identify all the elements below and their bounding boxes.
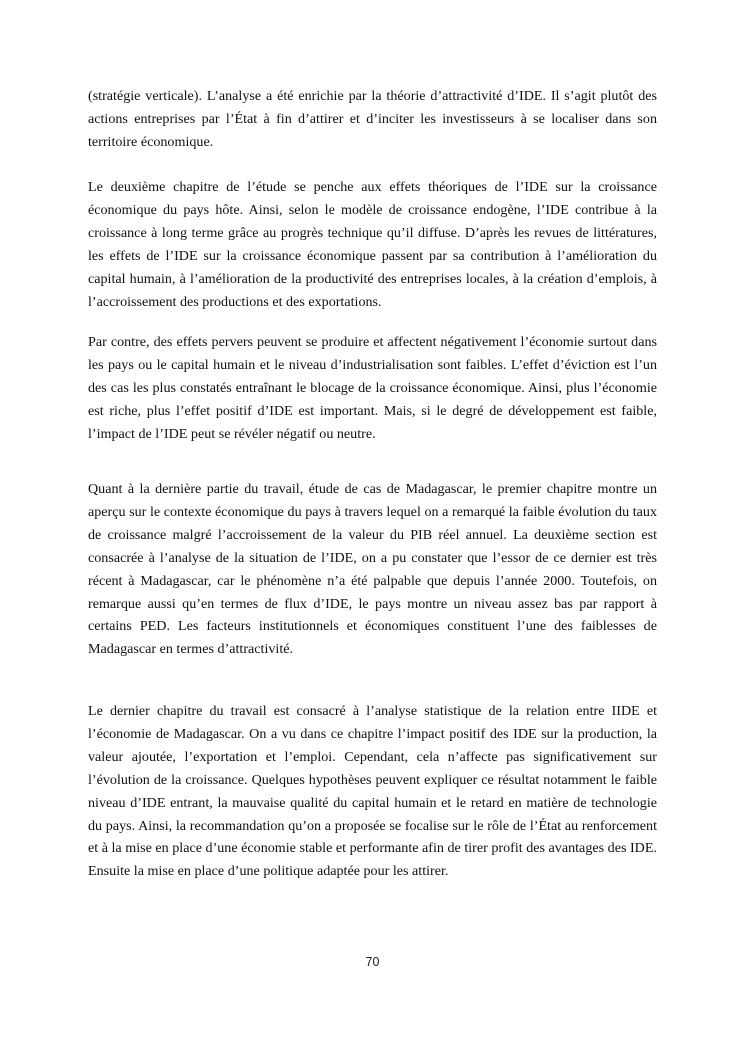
page-number: 70 xyxy=(365,955,380,969)
paragraph-second-chapter: Le deuxième chapitre de l’étude se penche aux effets théoriques de l’IDE sur la croissance économique du pays hôte. Ainsi, selon le modèle de croissance endogène, l’IDE contribue à la croissance à long terme grâce au progrès technique qu’il diffuse. D’après les revues de littératures, les effets de l’IDE sur la croissance économique passent par sa contribution à l’amélioration du capital humain, à l’amélioration de la productivité des entreprises locales, à la création d’emplois, à l’accroissement des productions et des exportations. xyxy=(88,179,657,310)
paragraph-last-chapter: Le dernier chapitre du travail est consacré à l’analyse statistique de la relation entre IIDE et l’économie de Madagascar. On a vu dans ce chapitre l’impact positif des IDE sur la production, la valeur ajoutée, l’exportation et l’emploi. Cependant, cela n’affecte pas significativement sur l’évolution de la croissance. Quelques hypothèses peuvent expliquer ce résultat notamment le faible niveau d’IDE entrant, la mauvaise qualité du capital humain et le retard en matière de technologie du pays. Ainsi, la recommandation qu’on a proposée se focalise sur le rôle de l’État au renforcement et à la mise en place d’une économie stable et performante afin de tirer profit des avantages des IDE. Ensuite la mise en place d’une politique adaptée pour les attirer. xyxy=(88,703,657,880)
paragraph-vertical-strategy: (stratégie verticale). L’analyse a été enrichie par la théorie d’attractivité d’IDE. Il s’agit plutôt des actions entreprises par l’État à fin d’attirer et d’inciter les investisseurs à se localiser dans son territoire économique. xyxy=(88,88,657,150)
paragraph-adverse-effects: Par contre, des effets pervers peuvent se produire et affectent négativement l’économie surtout dans les pays ou le capital humain et le niveau d’industrialisation sont faibles. L’effet d’éviction est l’un des cas les plus constatés entraînant le blocage de la croissance économique. Ainsi, plus l’économie est riche, plus l’effet positif d’IDE est important. Mais, si le degré de développement est faible, l’impact de l’IDE peut se révéler négatif ou neutre. xyxy=(88,334,657,442)
paragraph-madagascar-case: Quant à la dernière partie du travail, étude de cas de Madagascar, le premier chapitre montre un aperçu sur le contexte économique du pays à travers lequel on a remarqué la faible évolution du taux de croissance malgré l’accroissement de la valeur du PIB réel annuel. La deuxième section est consacrée à l’analyse de la situation de l’IDE, on a pu constater que l’essor de ce dernier est très récent à Madagascar, car le phénomène n’a été palpable que depuis l’année 2000. Toutefois, on remarque aussi qu’en termes de flux d’IDE, le pays montre un niveau assez bas par rapport à certains PED. Les facteurs institutionnels et économiques constituent l’une des faiblesses de Madagascar en termes d’attractivité. xyxy=(88,481,657,658)
